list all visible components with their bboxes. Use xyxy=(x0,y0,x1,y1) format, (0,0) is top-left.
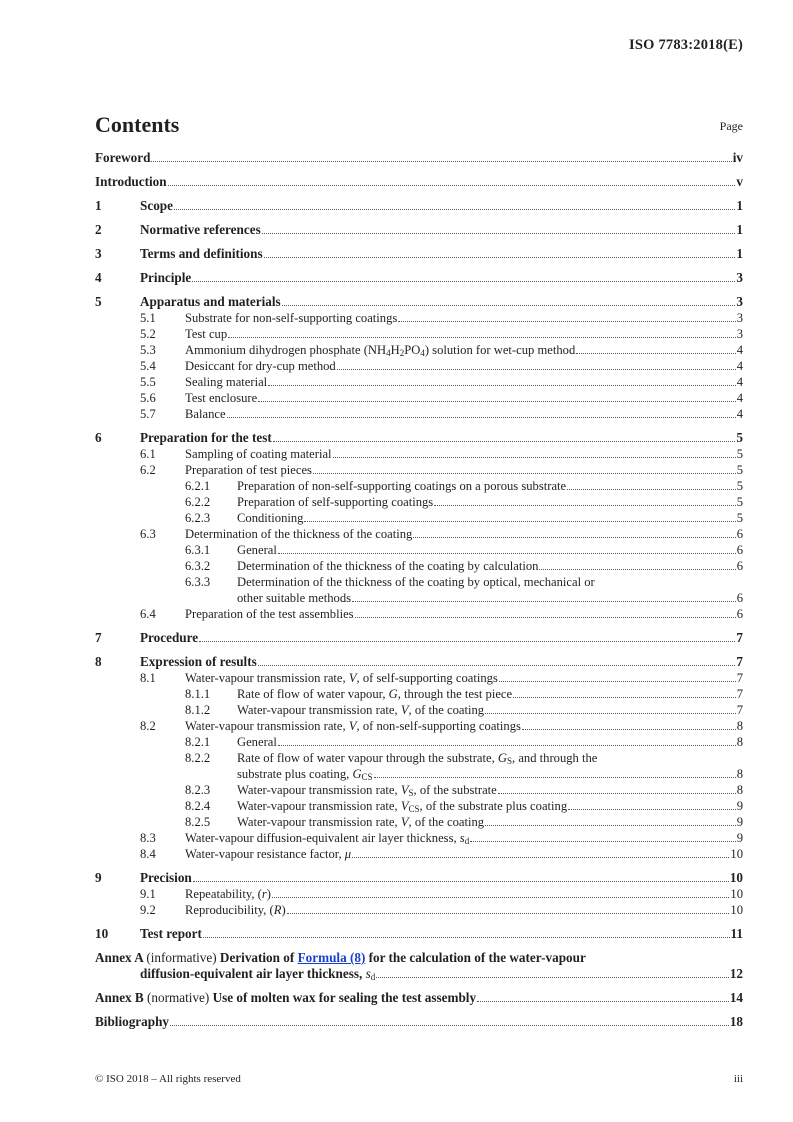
toc-entry-title: Water-vapour transmission rate, $V_S$, of the substrate xyxy=(237,783,497,798)
dot-leader xyxy=(522,729,736,730)
toc-entry-title: Preparation of test pieces xyxy=(185,463,312,477)
dot-leader xyxy=(168,185,736,186)
toc-entry-number: 5.4 xyxy=(140,359,156,373)
toc-entry-title: Introduction xyxy=(95,174,167,189)
toc-entry[interactable] xyxy=(95,902,743,918)
toc-entry-number: 5.6 xyxy=(140,391,156,405)
toc-entry-number: 8.1.2 xyxy=(185,703,211,717)
dot-leader xyxy=(193,881,729,882)
toc-entry-number: 6.2 xyxy=(140,463,156,477)
toc-entry-number: 8 xyxy=(95,654,102,669)
dot-leader xyxy=(337,369,736,370)
toc-entry-title: General xyxy=(237,735,277,749)
toc-entry-number: 6.1 xyxy=(140,447,156,461)
toc-entry-page: 7 xyxy=(736,630,743,645)
toc-entry-title: Bibliography xyxy=(95,1014,170,1029)
toc-entry[interactable] xyxy=(95,950,743,966)
toc-entry[interactable] xyxy=(95,782,743,798)
toc-entry-title: Rate of flow of water vapour through the substrate, $G_S$, and through the xyxy=(237,751,598,766)
toc-entry[interactable] xyxy=(95,558,743,574)
dot-leader xyxy=(434,505,735,506)
toc-entry[interactable] xyxy=(95,1014,743,1030)
toc-entry-title: Expression of results xyxy=(140,654,257,669)
toc-entry-title: other suitable methods xyxy=(237,591,352,605)
toc-entry-page: 7 xyxy=(736,671,743,685)
dot-leader xyxy=(151,161,731,162)
toc-entry-title: Balance xyxy=(185,407,226,421)
toc-entry-number: 6.3.3 xyxy=(185,575,211,589)
dot-leader xyxy=(513,697,736,698)
toc-entry[interactable] xyxy=(95,462,743,478)
toc-entry-number: 10 xyxy=(95,926,109,941)
toc-entry-title: Test cup xyxy=(185,327,228,341)
toc-entry[interactable] xyxy=(95,294,743,310)
toc-entry-title: Precision xyxy=(140,870,192,885)
toc-entry-title: Determination of the thickness of the coating xyxy=(185,527,413,541)
toc-entry-number: 6.3 xyxy=(140,527,156,541)
toc-entry[interactable] xyxy=(95,246,743,262)
toc-entry[interactable] xyxy=(95,886,743,902)
toc-entry[interactable] xyxy=(95,406,743,422)
toc-entry-number: 8.2.5 xyxy=(185,815,211,829)
toc-entry-number: 5.2 xyxy=(140,327,156,341)
page-title: Contents xyxy=(95,112,180,137)
toc-entry-title: Test report xyxy=(140,926,202,941)
toc-entry[interactable] xyxy=(95,814,743,830)
toc-entry[interactable] xyxy=(95,574,743,590)
toc-entry[interactable] xyxy=(95,390,743,406)
toc-entry-number: 6.2.2 xyxy=(185,495,211,509)
toc-entry-page: 7 xyxy=(736,687,743,701)
toc-entry-title: Foreword xyxy=(95,150,151,165)
toc-entry-title: Annex B (normative) Use of molten wax for sealing the test assembly xyxy=(95,990,477,1005)
toc-entry-number: 8.2.1 xyxy=(185,735,211,749)
toc-entry-page: 8 xyxy=(736,735,743,749)
document-id: ISO 7783:2018(E) xyxy=(629,37,743,53)
toc-entry[interactable] xyxy=(95,750,743,766)
toc-entry-page: 5 xyxy=(736,463,743,477)
toc-entry-page: 6 xyxy=(736,607,743,621)
toc-entry-number: 8.2.2 xyxy=(185,751,211,765)
toc-entry-title: Water-vapour transmission rate, V, of the coating xyxy=(237,815,485,829)
toc-entry-page: 3 xyxy=(736,294,743,309)
dot-leader xyxy=(376,977,729,978)
dot-leader xyxy=(278,745,736,746)
toc-entry-page: 9 xyxy=(736,815,743,829)
toc-entry-title: Water-vapour transmission rate, V, of self-supporting coatings xyxy=(185,671,498,685)
toc-entry[interactable] xyxy=(95,830,743,846)
dot-leader xyxy=(258,665,736,666)
toc-entry-page: 8 xyxy=(736,783,743,797)
toc-entry-title: Test enclosure xyxy=(185,391,258,405)
dot-leader xyxy=(174,209,735,210)
toc-entry-number: 6.3.1 xyxy=(185,543,211,557)
toc-entry[interactable] xyxy=(95,926,743,942)
dot-leader xyxy=(258,401,735,402)
toc-entry-page: 6 xyxy=(736,559,743,573)
toc-entry-title: Preparation of non-self-supporting coatings on a porous substrate xyxy=(237,479,567,493)
toc-entry-number: 5.1 xyxy=(140,311,156,325)
toc-entry-title: Conditioning xyxy=(237,511,304,525)
toc-entry-title: Procedure xyxy=(140,630,199,645)
toc-entry-continuation[interactable] xyxy=(95,966,743,982)
toc-entry-title: Preparation of the test assemblies xyxy=(185,607,354,621)
toc-entry[interactable] xyxy=(95,510,743,526)
toc-entry-number: 6.4 xyxy=(140,607,156,621)
dot-leader xyxy=(470,841,736,842)
toc-entry[interactable] xyxy=(95,494,743,510)
dot-leader xyxy=(485,825,736,826)
toc-entry-page: 18 xyxy=(729,1014,743,1029)
toc-entry-continuation[interactable] xyxy=(95,766,743,782)
toc-entry-page: 12 xyxy=(729,966,743,981)
toc-entry-number: 8.2.3 xyxy=(185,783,211,797)
dot-leader xyxy=(287,913,730,914)
toc-entry-page: 3 xyxy=(736,270,743,285)
toc-entry[interactable] xyxy=(95,670,743,686)
toc-entry-page: 4 xyxy=(736,391,743,405)
dot-leader xyxy=(192,281,735,282)
dot-leader xyxy=(262,233,736,234)
dot-leader xyxy=(282,305,736,306)
toc-entry-title: Preparation of self-supporting coatings xyxy=(237,495,434,509)
toc-entry-number: 5.5 xyxy=(140,375,156,389)
toc-entry-page: 8 xyxy=(736,767,743,781)
toc-entry-page: 4 xyxy=(736,359,743,373)
toc-entry-number: 8.1.1 xyxy=(185,687,211,701)
toc-entry-page: v xyxy=(736,174,743,189)
toc-entry-title: Substrate for non-self-supporting coatings xyxy=(185,311,398,325)
toc-entry-title: Water-vapour transmission rate, $V_{CS}$, of the substrate plus coating xyxy=(237,799,568,814)
toc-entry-title: Preparation for the test xyxy=(140,430,272,445)
toc-entry[interactable] xyxy=(95,478,743,494)
toc-entry-page: 5 xyxy=(736,447,743,461)
toc-entry-title: substrate plus coating, $G_{CS}$ xyxy=(237,767,373,782)
toc-entry-title: Normative references xyxy=(140,222,261,237)
toc-entry[interactable] xyxy=(95,326,743,342)
toc-entry-continuation[interactable] xyxy=(95,590,743,606)
dot-leader xyxy=(272,897,729,898)
toc-entry-page: 1 xyxy=(736,198,743,213)
toc-entry-number: 7 xyxy=(95,630,102,645)
toc-entry-number: 8.2.4 xyxy=(185,799,211,813)
toc-entry-page: 5 xyxy=(736,495,743,509)
toc-entry[interactable] xyxy=(95,374,743,390)
toc-entry-page: 1 xyxy=(736,222,743,237)
toc-entry-page: 3 xyxy=(736,327,743,341)
toc-entry-page: 10 xyxy=(730,887,743,901)
toc-entry-title: Principle xyxy=(140,270,192,285)
toc-entry[interactable] xyxy=(95,174,743,190)
toc-entry[interactable] xyxy=(95,358,743,374)
toc-entry-number: 9 xyxy=(95,870,102,885)
dot-leader xyxy=(485,713,736,714)
toc-entry-page: 6 xyxy=(736,543,743,557)
dot-leader xyxy=(278,553,736,554)
toc-entry-page: 5 xyxy=(736,479,743,493)
page-number: iii xyxy=(733,1073,743,1085)
toc-entry-number: 8.3 xyxy=(140,831,156,845)
toc-entry[interactable] xyxy=(95,734,743,750)
dot-leader xyxy=(313,473,736,474)
toc-entry-title: Water-vapour transmission rate, V, of the coating xyxy=(237,703,485,717)
dot-leader xyxy=(273,441,736,442)
toc-entry-page: 9 xyxy=(736,831,743,845)
toc-entry[interactable] xyxy=(95,342,743,358)
dot-leader xyxy=(477,1001,729,1002)
toc-entry-title: Water-vapour diffusion-equivalent air layer thickness, $s_d$ xyxy=(185,831,470,846)
toc-entry-page: 14 xyxy=(729,990,743,1005)
toc-entry-title: Water-vapour transmission rate, V, of non-self-supporting coatings xyxy=(185,719,521,733)
toc-entry-number: 5 xyxy=(95,294,102,309)
toc-entry-page: 4 xyxy=(736,407,743,421)
toc-entry-number: 6.3.2 xyxy=(185,559,211,573)
dot-leader xyxy=(352,601,736,602)
toc-entry-page: 11 xyxy=(730,926,743,941)
toc-entry[interactable] xyxy=(95,150,743,166)
toc-entry[interactable] xyxy=(95,990,743,1006)
toc-entry[interactable] xyxy=(95,870,743,886)
toc-entry[interactable] xyxy=(95,446,743,462)
toc-entry-page: 3 xyxy=(736,311,743,325)
toc-entry-title: Annex A (informative) Derivation of Formula (8) for the calculation of the water-vapour xyxy=(95,950,586,965)
toc-entry-title: Apparatus and materials xyxy=(140,294,281,309)
dot-leader xyxy=(268,385,736,386)
toc-entry-number: 8.4 xyxy=(140,847,156,861)
toc-entry-title: Sampling of coating material xyxy=(185,447,332,461)
dot-leader xyxy=(228,337,736,338)
toc-entry[interactable] xyxy=(95,270,743,286)
toc-entry-page: 1 xyxy=(736,246,743,261)
toc-entry-page: 5 xyxy=(736,430,743,445)
toc-entry[interactable] xyxy=(95,198,743,214)
toc-entry[interactable] xyxy=(95,526,743,542)
dot-leader xyxy=(499,681,736,682)
toc-entry-page: 9 xyxy=(736,799,743,813)
toc-entry-page: iv xyxy=(732,150,743,165)
toc-entry-title: Repeatability, (r) xyxy=(185,887,271,901)
toc-entry-number: 6.2.1 xyxy=(185,479,211,493)
table-of-contents xyxy=(95,150,743,1030)
toc-entry[interactable] xyxy=(95,542,743,558)
dot-leader xyxy=(568,809,736,810)
toc-entry[interactable] xyxy=(95,222,743,238)
toc-entry-title: General xyxy=(237,543,277,557)
dot-leader xyxy=(352,857,729,858)
dot-leader xyxy=(413,537,735,538)
dot-leader xyxy=(539,569,735,570)
toc-entry-page: 10 xyxy=(730,847,743,861)
dot-leader xyxy=(374,777,736,778)
dot-leader xyxy=(170,1025,729,1026)
toc-entry[interactable] xyxy=(95,702,743,718)
toc-entry-page: 6 xyxy=(736,591,743,605)
toc-entry-title: Terms and definitions xyxy=(140,246,263,261)
toc-entry[interactable] xyxy=(95,630,743,646)
toc-entry[interactable] xyxy=(95,798,743,814)
toc-entry-number: 5.7 xyxy=(140,407,156,421)
toc-entry-page: 5 xyxy=(736,511,743,525)
toc-entry-title: Scope xyxy=(140,198,173,213)
toc-entry-title: Rate of flow of water vapour, G, through the test piece xyxy=(237,687,513,701)
dot-leader xyxy=(227,417,736,418)
dot-leader xyxy=(264,257,736,258)
toc-entry-page: 10 xyxy=(729,870,743,885)
toc-entry-number: 8.2 xyxy=(140,719,156,733)
toc-entry-page: 10 xyxy=(730,903,743,917)
dot-leader xyxy=(398,321,735,322)
toc-entry-page: 8 xyxy=(736,719,743,733)
toc-entry-title: Desiccant for dry-cup method xyxy=(185,359,336,373)
dot-leader xyxy=(576,353,735,354)
toc-entry[interactable] xyxy=(95,846,743,862)
toc-entry-title: diffusion-equivalent air layer thickness, $s_d$ xyxy=(140,966,376,982)
dot-leader xyxy=(199,641,735,642)
dot-leader xyxy=(567,489,736,490)
toc-entry-number: 2 xyxy=(95,222,102,237)
dot-leader xyxy=(304,521,735,522)
toc-entry-number: 6 xyxy=(95,430,102,445)
toc-entry-page: 7 xyxy=(736,654,743,669)
toc-entry[interactable] xyxy=(95,606,743,622)
toc-entry[interactable] xyxy=(95,654,743,670)
dot-leader xyxy=(203,937,730,938)
toc-entry[interactable] xyxy=(95,718,743,734)
toc-entry-number: 9.2 xyxy=(140,903,156,917)
dot-leader xyxy=(355,617,736,618)
toc-entry-title: Reproducibility, (R) xyxy=(185,903,286,917)
toc-entry-number: 6.2.3 xyxy=(185,511,211,525)
copyright-notice: © ISO 2018 – All rights reserved xyxy=(95,1073,241,1085)
toc-entry-page: 4 xyxy=(736,375,743,389)
toc-entry-number: 3 xyxy=(95,246,102,261)
toc-entry-title: Determination of the thickness of the coating by optical, mechanical or xyxy=(237,575,595,589)
toc-entry-page: 6 xyxy=(736,527,743,541)
toc-entry-page: 4 xyxy=(736,343,743,357)
toc-entry-number: 4 xyxy=(95,270,102,285)
toc-entry-number: 9.1 xyxy=(140,887,156,901)
toc-entry-number: 1 xyxy=(95,198,102,213)
dot-leader xyxy=(498,793,736,794)
dot-leader xyxy=(333,457,736,458)
page-column-label: Page xyxy=(719,119,743,133)
toc-entry-title: Determination of the thickness of the coating by calculation xyxy=(237,559,539,573)
formula-link[interactable]: Formula (8) xyxy=(297,950,366,965)
toc-entry[interactable] xyxy=(95,686,743,702)
toc-entry[interactable] xyxy=(95,430,743,446)
toc-entry-title: Ammonium dihydrogen phosphate $(NH_4H_2PO_4)$ solution for wet-cup method xyxy=(185,343,576,358)
toc-entry-title: Sealing material xyxy=(185,375,268,389)
toc-entry-number: 8.1 xyxy=(140,671,156,685)
toc-entry-number: 5.3 xyxy=(140,343,156,357)
toc-entry-title: Water-vapour resistance factor, μ xyxy=(185,847,352,861)
toc-entry[interactable] xyxy=(95,310,743,326)
toc-entry-page: 7 xyxy=(736,703,743,717)
